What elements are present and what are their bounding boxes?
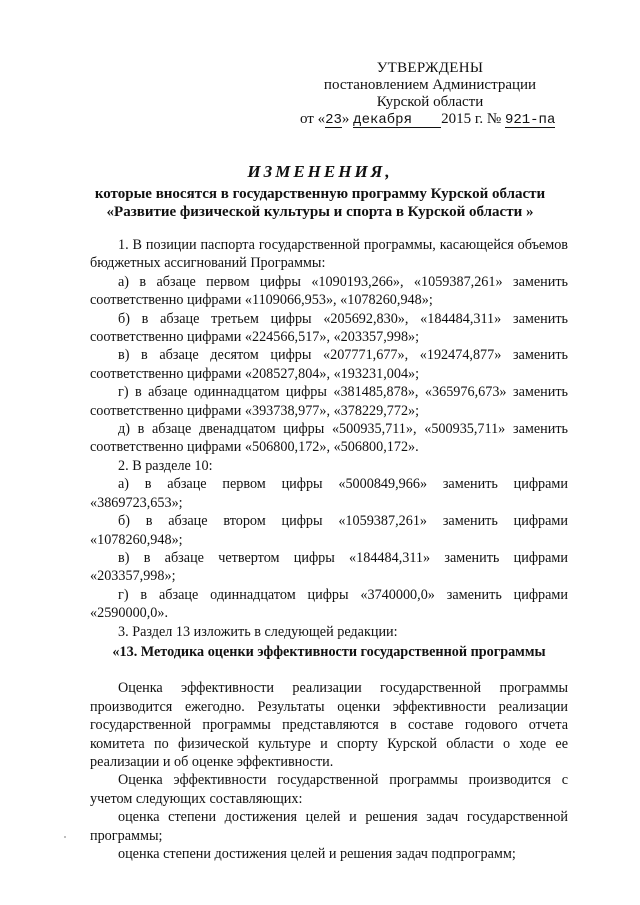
document-body (90, 236, 568, 863)
date-mid: » (341, 111, 354, 127)
paragraph: б) в абзаце втором цифры «1059387,261» заменить цифрами «1078260,948»; (90, 513, 568, 548)
paragraph: 3. Раздел 13 изложить в следующей редакции: (118, 623, 398, 640)
paragraph: а) в абзаце первом цифры «1090193,266», «1059387,261» заменить соответственно цифрами «1109066,953», «1078260,948»; (90, 273, 568, 309)
section-paragraph: оценка степени достижения целей и решения задач подпрограмм; (118, 846, 516, 862)
document-heading (60, 163, 580, 221)
section-paragraph: Оценка эффективности реализации государственной программы производится ежегодно. Результаты оценки эффективности реализации государственной программы представляются в составе годового отчета комитета по физической культуре и спорту Курской области о ходе ее реализации и об оценке эффективности. (90, 680, 568, 770)
scan-speck (64, 836, 66, 838)
approval-title: УТВЕРЖДЕНЫ (376, 60, 484, 76)
date-day: 23 (325, 112, 342, 128)
paragraph: б) в абзаце третьем цифры «205692,830», «184484,311» заменить соответственно цифрами «224566,517», «203357,998»; (90, 310, 568, 346)
heading-line-1: которые вносятся в государственную программу Курской области (94, 186, 546, 202)
section-paragraph: Оценка эффективности государственной программы производится с учетом следующих составляющих: (90, 772, 568, 807)
section-paragraph: оценка степени достижения целей и решения задач государственной программы; (90, 809, 568, 844)
document-number: 921-па (504, 112, 556, 128)
paragraph: в) в абзаце четвертом цифры «184484,311» заменить цифрами «203357,998»; (90, 549, 568, 585)
paragraph: д) в абзаце двенадцатом цифры «500935,711», «500935,711» заменить соответственно цифрами «506800,172», «506800,172». (90, 421, 568, 456)
approval-line-1: постановлением Администрации (323, 77, 537, 93)
approval-line-2: Курской области (376, 94, 484, 110)
paragraph: 2. В разделе 10: (118, 457, 213, 474)
paragraph: а) в абзаце первом цифры «5000849,966» заменить цифрами «3869723,653»; (90, 476, 568, 511)
paragraph: г) в абзаце одиннадцатом цифры «381485,878», «365976,673» заменить соответственно цифрами «393738,977», «378229,772»; (90, 384, 568, 419)
spacer (90, 661, 568, 679)
paragraph: г) в абзаце одиннадцатом цифры «3740000,0» заменить цифрами «2590000,0». (90, 586, 568, 622)
paragraph: в) в абзаце десятом цифры «207771,677», «192474,877» заменить соответственно цифрами «208527,804», «193231,004»; (90, 347, 568, 382)
heading-line-2: «Развитие физической культуры и спорта в Курской области » (106, 204, 534, 220)
paragraph: 1. В позиции паспорта государственной программы, касающейся объемов бюджетных ассигнований Программы: (90, 237, 568, 272)
heading-title: ИЗМЕНЕНИЯ, (247, 162, 393, 181)
date-month: декабря (353, 113, 441, 128)
section-title: «13. Методика оценки эффективности государственной программы (112, 643, 546, 660)
approval-block (300, 60, 560, 128)
date-prefix: от « (300, 111, 326, 127)
approval-date (300, 111, 560, 128)
date-year: 2015 г. № (441, 111, 502, 127)
